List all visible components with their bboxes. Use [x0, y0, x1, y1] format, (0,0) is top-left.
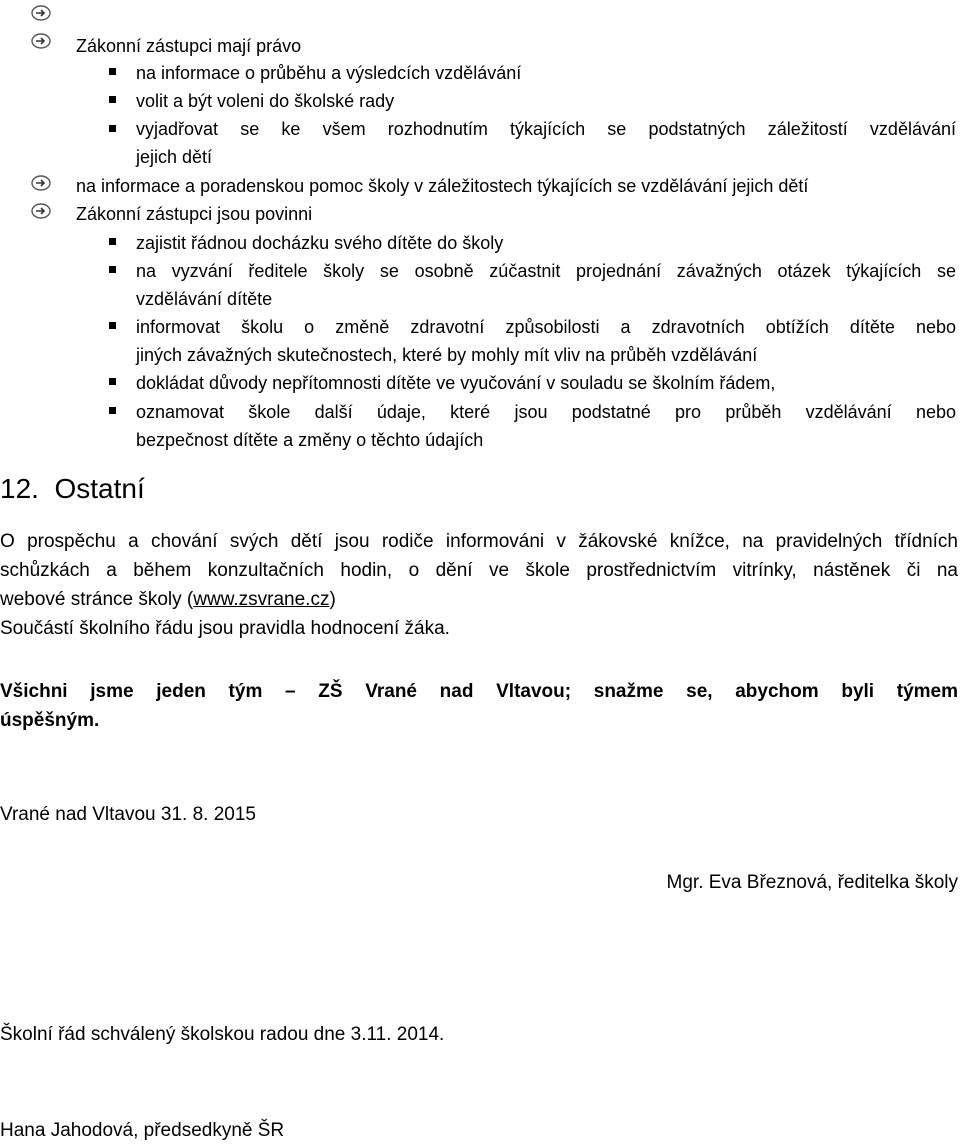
duties-header: Zákonní zástupci jsou povinni	[76, 204, 313, 224]
square-bullet-icon	[109, 125, 116, 132]
motto-line: úspěšným.	[0, 710, 100, 731]
info-item: na informace a poradenskou pomoc školy v záležitostech týkajících se vzdělávání jejich dětí	[76, 176, 809, 196]
school-website-link[interactable]: www.zsvrane.cz	[193, 589, 330, 610]
section-title: Ostatní	[54, 473, 145, 504]
paragraph-text: webové stránce školy (	[0, 589, 194, 610]
director-signature: Mgr. Eva Březnová, ředitelka školy	[666, 872, 958, 893]
list-item: dokládat důvody nepřítomnosti dítěte ve vyučování v souladu se školním řádem,	[136, 373, 776, 393]
motto-line: Všichni jsme jeden tým – ZŠ Vrané nad Vltavou; snažme se, abychom byli týmem	[0, 681, 958, 702]
paragraph-text: )	[329, 589, 336, 610]
square-bullet-icon	[109, 68, 116, 75]
square-bullet-icon	[109, 238, 116, 245]
motto	[0, 677, 958, 735]
arrow-bullet-icon	[30, 174, 52, 192]
approval-note: Školní řád schválený školskou radou dne 3.11. 2014.	[0, 1024, 445, 1045]
square-bullet-icon	[109, 378, 116, 385]
list-item-continuation: jiných závažných skutečnostech, které by mohly mít vliv na průběh vzdělávání	[136, 345, 758, 365]
arrow-bullet-icon	[30, 202, 52, 220]
list-item: vyjadřovat se ke všem rozhodnutím týkajících se podstatných záležitostí vzdělávání	[136, 119, 956, 139]
list-item: volit a být voleni do školské rady	[136, 91, 395, 111]
list-item-continuation: jejich dětí	[136, 147, 213, 167]
square-bullet-icon	[109, 322, 116, 329]
list-item: na vyzvání ředitele školy se osobně zúčastnit projednání závažných otázek týkajících se	[136, 261, 956, 281]
square-bullet-icon	[109, 266, 116, 273]
paragraph-line: Součástí školního řádu jsou pravidla hodnocení žáka.	[0, 618, 450, 639]
list-item-continuation: bezpečnost dítěte a změny o těchto údajích	[136, 430, 484, 450]
place-date: Vrané nad Vltavou 31. 8. 2015	[0, 804, 256, 825]
arrow-bullet-icon	[30, 32, 52, 50]
square-bullet-icon	[109, 96, 116, 103]
rights-header: Zákonní zástupci mají právo	[76, 36, 302, 56]
list-item: informovat školu o změně zdravotní způsobilosti a zdravotních obtížích dítěte nebo	[136, 317, 956, 337]
arrow-bullet-icon	[30, 4, 52, 22]
list-item: na informace o průběhu a výsledcích vzdělávání	[136, 63, 522, 83]
section-heading	[0, 472, 145, 506]
paragraph-line	[0, 585, 958, 614]
square-bullet-icon	[109, 407, 116, 414]
list-item-continuation: vzdělávání dítěte	[136, 289, 273, 309]
info-paragraph	[0, 527, 958, 643]
section-number: 12.	[0, 473, 39, 504]
paragraph-line: O prospěchu a chování svých dětí jsou rodiče informováni v žákovské knížce, na pravidelných třídních	[0, 531, 958, 552]
list-item: zajistit řádnou docházku svého dítěte do školy	[136, 233, 504, 253]
paragraph-line: schůzkách a během konzultačních hodin, o dění ve škole prostřednictvím vitrínky, nástěnek či na	[0, 560, 958, 581]
list-item: oznamovat škole další údaje, které jsou podstatné pro průběh vzdělávání nebo	[136, 402, 956, 422]
chair-signature: Hana Jahodová, předsedkyně ŠR	[0, 1120, 285, 1141]
